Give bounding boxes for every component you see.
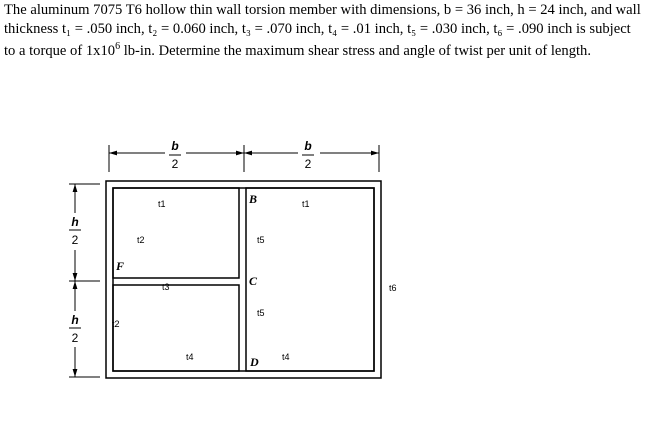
label-t5-lower: t5 bbox=[257, 308, 265, 318]
label-t4-left: t4 bbox=[186, 352, 194, 362]
thickness-t1: t₁ = .050 inch, bbox=[61, 20, 149, 37]
dim-b-numerator-right: b bbox=[304, 139, 312, 153]
point-f: F bbox=[116, 259, 125, 273]
dim-h-numerator-top: h bbox=[71, 215, 79, 229]
torque-text: is subject to a torque of 1x10 bbox=[4, 20, 631, 59]
inner-cells bbox=[113, 188, 374, 371]
point-c: C bbox=[249, 274, 258, 288]
torque-question: lb-in. Determine the maximum shear stress and angle of twist per unit of length. bbox=[120, 42, 592, 59]
thickness-t3: t₃ = .070 inch, bbox=[241, 20, 329, 37]
problem-intro: The aluminum 7075 T6 hollow thin wall torsion member with dimensions, b = 36 inch, h = 24 inch, and wall thickness bbox=[4, 2, 641, 37]
dim-h-denominator-bottom: 2 bbox=[71, 331, 79, 345]
label-t3: t3 bbox=[162, 282, 170, 292]
label-t2-lower: t2 bbox=[112, 319, 120, 329]
label-t4-right: t4 bbox=[282, 352, 290, 362]
thickness-t5: t₅ = .030 inch, bbox=[407, 20, 494, 37]
label-t1-left: t1 bbox=[158, 199, 166, 209]
label-t6: t6 bbox=[389, 283, 397, 293]
point-d: D bbox=[250, 355, 259, 369]
label-t5-upper: t5 bbox=[257, 235, 265, 245]
label-t1-right: t1 bbox=[302, 199, 310, 209]
thickness-t6: t₆ = .090 inch bbox=[493, 20, 573, 37]
label-t2-upper: t2 bbox=[137, 235, 145, 245]
dimension-b bbox=[109, 145, 379, 172]
dim-b-numerator-left: b bbox=[171, 139, 179, 153]
thickness-t4: t₄ = .01 inch, bbox=[328, 20, 408, 37]
dimension-h bbox=[69, 184, 100, 377]
outer-wall bbox=[106, 181, 381, 378]
dim-b-denominator-right: 2 bbox=[304, 157, 312, 171]
point-b: B bbox=[249, 192, 258, 206]
torque-exponent: 6 bbox=[115, 41, 121, 52]
thickness-t2: t₂ = 0.060 inch, bbox=[148, 20, 242, 37]
point-labels bbox=[115, 192, 259, 369]
dim-h-numerator-bottom: h bbox=[71, 313, 79, 327]
dim-b-denominator-left: 2 bbox=[171, 157, 179, 171]
dim-h-denominator-top: 2 bbox=[71, 233, 79, 247]
